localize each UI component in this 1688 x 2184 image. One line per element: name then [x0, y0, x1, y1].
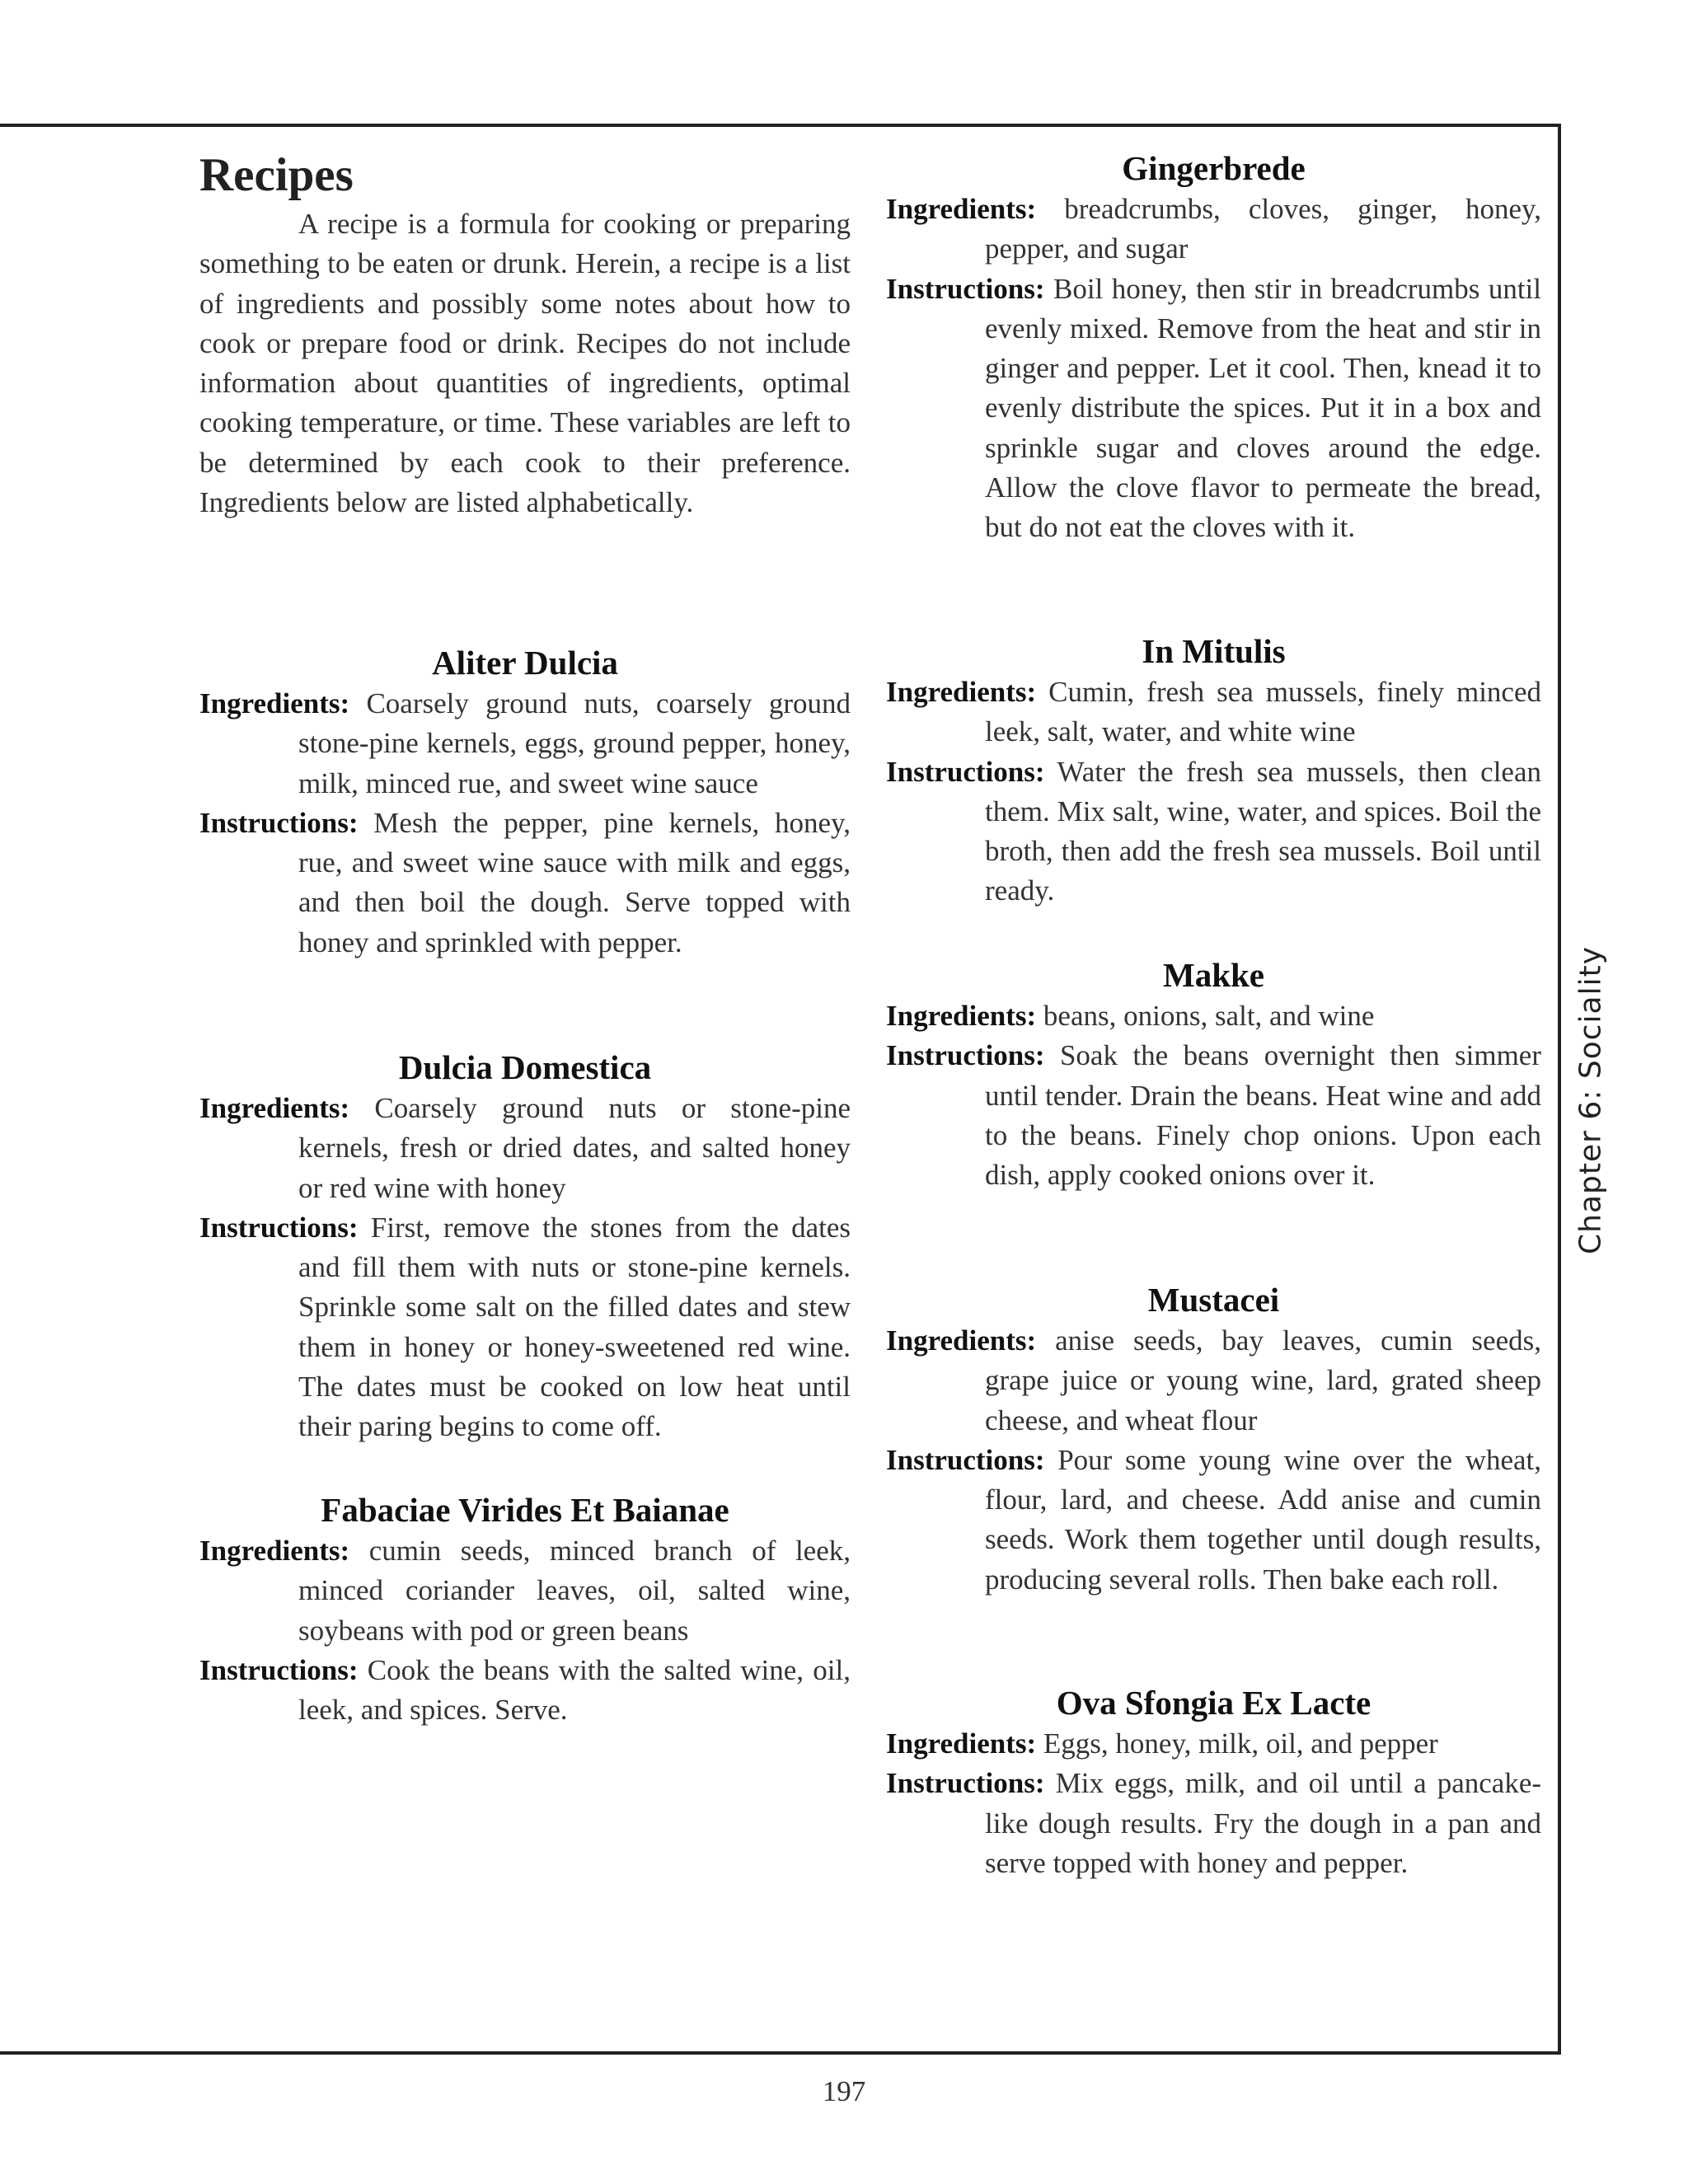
recipe-instructions — [199, 1208, 851, 1447]
recipe-ova-sfongia — [886, 1681, 1541, 1883]
ingredients-label: Ingredients: — [886, 1000, 1037, 1032]
ingredients-text: Coarsely ground nuts, coarsely ground stone-pine kernels, eggs, ground pepper, honey, milk, minced rue, and sweet wine sauce — [298, 687, 851, 799]
ingredients-text: breadcrumbs, cloves, ginger, honey, pepper, and sugar — [985, 193, 1542, 265]
recipe-title: Ova Sfongia Ex Lacte — [1056, 1684, 1372, 1722]
recipe-instructions — [886, 269, 1541, 548]
recipe-in-mitulis — [886, 630, 1541, 912]
chapter-label: Chapter 6: Sociality — [1573, 945, 1608, 1255]
instructions-label: Instructions: — [886, 1767, 1045, 1800]
recipe-title: Dulcia Domestica — [398, 1048, 652, 1086]
instructions-text: Cook the beans with the salted wine, oil, leek, and spices. Serve. — [298, 1653, 851, 1727]
recipe-title: Gingerbrede — [1122, 149, 1306, 187]
recipe-instructions — [886, 1764, 1541, 1883]
recipe-mustacei — [886, 1278, 1541, 1600]
recipe-ingredients — [886, 1321, 1541, 1441]
page-title: Recipes — [199, 149, 354, 201]
recipe-makke — [886, 954, 1541, 1195]
recipe-instructions — [886, 752, 1541, 912]
ingredients-label: Ingredients: — [199, 687, 350, 719]
instructions-text: Pour some young wine over the wheat, flour, lard, and cheese. Add anise and cumin seeds. Work them together until dough results, producing several rolls. Then bake each roll. — [985, 1443, 1541, 1596]
ingredients-text: Coarsely ground nuts or stone-pine kernels, fresh or dried dates, and salted honey or red wine with honey — [298, 1092, 851, 1204]
instructions-text: Boil honey, then stir in breadcrumbs until evenly mixed. Remove from the heat and stir in ginger and pepper. Let it cool. Then, knead it to evenly distribute the spices. Put it in a box and sprinkle sugar and cloves around the edge. Allow the clove flavor to permeate the bread, but do not eat the cloves with it. — [985, 272, 1541, 544]
instructions-text: Mix eggs, milk, and oil until a pancake-like dough results. Fry the dough in a pan and serve topped with honey and pepper. — [985, 1767, 1542, 1879]
instructions-label: Instructions: — [199, 1211, 359, 1244]
instructions-label: Instructions: — [886, 1039, 1045, 1072]
recipe-instructions — [886, 1441, 1541, 1600]
instructions-text: Water the fresh sea mussels, then clean them. Mix salt, wine, water, and spices. Boil the broth, then add the fresh sea mussels. Boil until ready. — [985, 755, 1541, 907]
recipe-ingredients — [199, 684, 851, 804]
recipe-ingredients — [199, 1089, 851, 1208]
recipe-title: Fabaciae Virides Et Baianae — [321, 1491, 729, 1529]
ingredients-label: Ingredients: — [886, 1727, 1037, 1760]
ingredients-label: Ingredients: — [886, 193, 1037, 225]
recipe-ingredients — [886, 1724, 1541, 1764]
ingredients-text: Eggs, honey, milk, oil, and pepper — [1043, 1727, 1438, 1760]
ingredients-text: anise seeds, bay leaves, cumin seeds, grape juice or young wine, lard, grated sheep cheese, and wheat flour — [985, 1324, 1541, 1436]
recipe-instructions — [199, 1651, 851, 1731]
ingredients-text: cumin seeds, minced branch of leek, minced coriander leaves, oil, salted wine, soybeans with pod or green beans — [298, 1535, 851, 1647]
instructions-label: Instructions: — [886, 1443, 1045, 1476]
recipe-ingredients — [886, 996, 1541, 1036]
ingredients-label: Ingredients: — [199, 1092, 350, 1124]
recipe-title: Mustacei — [1147, 1281, 1280, 1319]
recipe-dulcia-domestica — [199, 1046, 851, 1447]
recipe-title: Aliter Dulcia — [432, 644, 618, 682]
ingredients-text: beans, onions, salt, and wine — [1043, 1000, 1375, 1032]
chapter-side-tab — [1573, 940, 1609, 1261]
instructions-label: Instructions: — [886, 755, 1045, 788]
intro-paragraph: A recipe is a formula for cooking or preparing something to be eaten or drunk. Herein, a recipe is a list of ingredients and possibly some notes about how to cook or prepare food or drink. Recipes do not include information about quantities of ingredients, optimal cooking temperature, or time. These variables are left to be determined by each cook to their preference. Ingredients below are listed alphabetically. — [199, 208, 851, 519]
ingredients-label: Ingredients: — [886, 676, 1037, 708]
recipe-title: Makke — [1163, 956, 1264, 994]
instructions-label: Instructions: — [886, 272, 1045, 305]
ingredients-label: Ingredients: — [199, 1535, 350, 1567]
recipe-aliter-dulcia — [199, 641, 851, 963]
page-number: 197 — [822, 2075, 866, 2107]
instructions-text: First, remove the stones from the dates and fill them with nuts or stone-pine kernels. Sprinkle some salt on the filled dates and stew them in honey or honey-sweetened red wine. The dates must be cooked on low heat until their paring begins to come off. — [298, 1211, 851, 1443]
recipe-ingredients — [886, 673, 1541, 752]
recipe-gingerbrede — [886, 147, 1541, 548]
recipe-ingredients — [886, 190, 1541, 269]
instructions-text: Soak the beans overnight then simmer until tender. Drain the beans. Heat wine and add to the beans. Finely chop onions. Upon each dish, apply cooked onions over it. — [985, 1039, 1541, 1192]
instructions-label: Instructions: — [199, 1653, 359, 1686]
ingredients-label: Ingredients: — [886, 1324, 1037, 1357]
recipe-title: In Mitulis — [1142, 632, 1286, 670]
instructions-text: Mesh the pepper, pine kernels, honey, rue, and sweet wine sauce with milk and eggs, and then boil the dough. Serve topped with honey and sprinkled with pepper. — [298, 806, 851, 958]
recipe-fabaciae-virides — [199, 1488, 851, 1730]
recipe-instructions — [886, 1036, 1541, 1195]
instructions-label: Instructions: — [199, 806, 359, 839]
recipe-ingredients — [199, 1531, 851, 1651]
recipe-instructions — [199, 804, 851, 963]
ingredients-text: Cumin, fresh sea mussels, finely minced leek, salt, water, and white wine — [985, 676, 1541, 748]
